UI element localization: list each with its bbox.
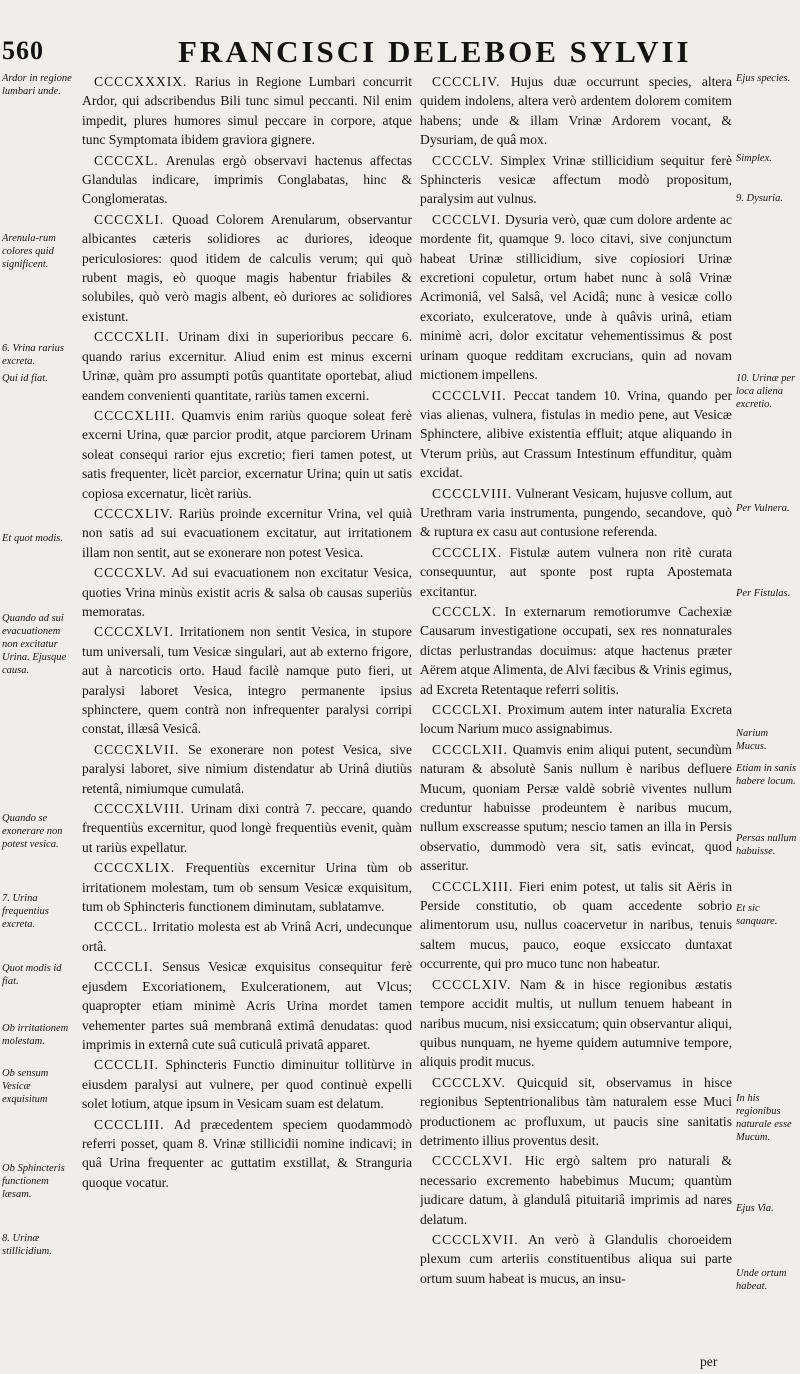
margin-note: In his regionibus naturale esse Mucum. bbox=[736, 1093, 792, 1143]
paragraph-text: Sensus Vesicæ exquisitus consequitur ferè ejusdem Excoriationem, Exulcerationem, aut Vlcus; quapropter etiam minimè Acris Urina mordet tamen vehementer partes suâ membranâ extimâ denudatas: quod imprimis in externâ cute suâ cuticulâ privatâ apparet. bbox=[82, 959, 412, 1052]
paragraph bbox=[82, 622, 412, 738]
paragraph-text: Quamvis enim aliqui putent, secundùm naturam & absolutè Sanis nullum è naribus defluere Mucum, quoniam Persæ valdè sobriè viventes nullum creduntur habuisse prodeuntem è naribus mucum, nullum exscreasse sputum; nescio tamen an illa in Persis observatio, dummodò vera sit, satis evincat, quod asseritur. bbox=[420, 741, 732, 874]
paragraph-text: Arenulas ergò observavi hactenus affectas Glandulas indicare, imprimis Conglabatas, hinc & Conglomeratas. bbox=[82, 152, 412, 207]
paragraph-number: CCCCLXIII. bbox=[432, 878, 514, 894]
paragraph bbox=[82, 740, 412, 798]
page-number: 560 bbox=[2, 36, 44, 65]
margin-note: Quando ad sui evacuationem non excitatur Urina. Ejusque causa. bbox=[2, 613, 67, 676]
paragraph bbox=[82, 327, 412, 405]
paragraph-number: CCCCXL. bbox=[94, 152, 159, 168]
paragraph-number: CCCCL. bbox=[94, 919, 148, 935]
paragraph-text: Proximum autem inter naturalia Excreta locum Narium muco assignabimus. bbox=[420, 702, 732, 737]
margin-note: Per Fistulas. bbox=[736, 588, 791, 599]
paragraph bbox=[420, 386, 732, 483]
paragraph bbox=[82, 917, 412, 956]
margin-note: Et sic sanquare. bbox=[736, 903, 778, 927]
paragraph bbox=[420, 484, 732, 542]
margin-note: 9. Dysuria. bbox=[736, 193, 783, 204]
paragraph-text: Irritationem non sentit Vesica, in stupore tum universali, tum Vesicæ singulari, aut ab externo frigore, aut à narcoticis orto. Haud facilè namque puto fieri, ut paralysi laboret Vesica, integro permanente ipsius sphinctere, quem contrà non infrequenter paralysi corripi constat, illæsâ Vesicâ. bbox=[82, 624, 412, 737]
paragraph-number: CCCCLXV. bbox=[432, 1074, 506, 1090]
margin-note: Unde ortum habeat. bbox=[736, 1268, 787, 1292]
paragraph-text: Quamvis enim rariùs quoque soleat ferè excerni Urina, quæ parcior prodit, atque parciorem Urinam soleat consequi rarior ejus excretio; fieri tamen potest, ut satis frequenter, licèt parcior, excernatur Urina; quin ut satis copiosa excernatur, licèt rariùs. bbox=[82, 407, 412, 501]
paragraph-number: CCCCLVIII. bbox=[432, 485, 513, 501]
paragraph bbox=[420, 1151, 732, 1229]
paragraph-number: CCCCXXXIX. bbox=[94, 74, 188, 89]
margin-note: Etiam in sanis habere locum. bbox=[736, 763, 797, 787]
margin-note: 7. Urina frequentius excreta. bbox=[2, 893, 49, 930]
paragraph-number: CCCCLX. bbox=[432, 603, 497, 619]
margin-note: Narium Mucus. bbox=[736, 728, 769, 752]
paragraph-text: Quoad Colorem Arenularum, observantur albicantes cæteris solidiores ac duriores, ideoque periculosiores: quod itidem de calculis verum; qui quò rubent magis, eò quoque magis habentur friabiles & solubiles, quò verò magis albent, eò duriores ac solidiores existunt. bbox=[82, 211, 412, 324]
paragraph-number: CCCCXLIII. bbox=[94, 407, 176, 423]
catchword: per bbox=[700, 1354, 718, 1369]
paragraph-number: CCCCXLI. bbox=[94, 211, 165, 227]
paragraph bbox=[420, 1230, 732, 1288]
paragraph bbox=[82, 858, 412, 916]
margin-note: Ob Sphincteris functionem læsam. bbox=[2, 1163, 65, 1200]
paragraph-text: Urinam dixi contrà 7. peccare, quando frequentiùs excernitur, quod longè frequentiùs evenit, quàm ut rariùs expellatur. bbox=[82, 801, 412, 855]
paragraph bbox=[420, 700, 732, 739]
paragraph bbox=[82, 1115, 412, 1193]
paragraph bbox=[420, 72, 732, 150]
paragraph-number: CCCCLIV. bbox=[432, 74, 501, 89]
margin-note: 8. Urinæ stillicidium. bbox=[2, 1233, 52, 1257]
paragraph bbox=[82, 1055, 412, 1113]
paragraph-number: CCCCXLII. bbox=[94, 329, 170, 345]
paragraph-number: CCCCLXII. bbox=[432, 741, 508, 757]
margin-note: Per Vulnera. bbox=[736, 503, 790, 514]
paragraph bbox=[420, 151, 732, 209]
paragraph-number: CCCCLXVII. bbox=[432, 1231, 519, 1247]
paragraph-text: Rarius in Regione Lumbari concurrit Ardor, qui adscribendus Bili tunc simul peccanti. Nil enim impedit, plures humores simul peccare in corpore, atque tunc Symptomata ibidem graviora gignere. bbox=[82, 74, 412, 148]
paragraph-text: Sphincteris Functio diminuitur tollitùrve in eiusdem paralysi aut vulnere, per quod continuè expelli solet lotium, atque ipsum in Vesicam suam est delatum. bbox=[82, 1057, 412, 1112]
paragraph bbox=[82, 563, 412, 621]
paragraph-number: CCCCLV. bbox=[432, 152, 494, 168]
running-title: FRANCISCI DELEBOE SYLVII bbox=[178, 34, 692, 69]
paragraph-text: Dysuria verò, quæ cum dolore ardente ac mordente fit, quamque 9. loco citavi, sive conjunctum habeat Urinæ stillicidium, sive copiosiori Urinæ excretioni copuletur, ortum habet nunc à solâ Vrinæ Acrimoniâ, vel Salsâ, vel Acidâ; nunc à vesicæ collo excoriato, exulceratove, unde à quâvis urinâ, etiam minimè acri, dolor excitatur vehementissimus & post urinam quoque redditam excrucians, quin ad novam mictionem impellens. bbox=[420, 211, 732, 383]
margin-note: Quando se exonerare non potest vesica. bbox=[2, 813, 63, 850]
margin-note: Ardor in regione lumbari unde. bbox=[2, 73, 72, 97]
paragraph-text: Irritatio molesta est ab Vrinâ Acri, undecunque ortâ. bbox=[82, 919, 412, 954]
margin-note: Ejus Via. bbox=[736, 1203, 774, 1214]
paragraph-number: CCCCLIX. bbox=[432, 544, 503, 560]
margin-note: Ob irritationem molestam. bbox=[2, 1023, 69, 1047]
paragraph-number: CCCCXLIV. bbox=[94, 505, 174, 521]
paragraph bbox=[420, 740, 732, 876]
paragraph bbox=[420, 975, 732, 1072]
paragraph-text: Peccat tandem 10. Vrina, quando per vias alienas, vulnera, fistulas in medio pene, aut Vesicæ Sphinctere, alibive existentia effluit; atque aliquando in Vterum priùs, aut Crassum Intestinum effunditur, quàm excidat. bbox=[420, 387, 732, 481]
left-text-column bbox=[82, 72, 412, 1346]
paragraph bbox=[82, 406, 412, 503]
paragraph-number: CCCCLXI. bbox=[432, 702, 503, 717]
margin-note: Et quot modis. bbox=[2, 533, 63, 544]
paragraph bbox=[82, 957, 412, 1054]
paragraph bbox=[82, 72, 412, 150]
paragraph-number: CCCCLXIV. bbox=[432, 976, 512, 992]
margin-note: Persas nullum habuisse. bbox=[736, 833, 797, 857]
margin-note: Qui id fiat. bbox=[2, 373, 48, 384]
paragraph bbox=[420, 877, 732, 974]
margin-note: Ob sensum Vesicæ exquisitum bbox=[2, 1068, 49, 1105]
paragraph-text: Frequentiùs excernitur Urina tùm ob irritationem molestam, tum ob sensum Vesicæ exquisitum, tum ob Sphincteris functionem diminutam, sublatamve. bbox=[82, 860, 412, 915]
paragraph-number: CCCCLVII. bbox=[432, 387, 507, 403]
margin-note: 6. Vrina rarius excreta. bbox=[2, 343, 64, 367]
paragraph-number: CCCCXLVII. bbox=[94, 741, 180, 757]
paragraph bbox=[420, 543, 732, 601]
paragraph bbox=[82, 504, 412, 562]
paragraph-number: CCCCLII. bbox=[94, 1057, 160, 1073]
paragraph-number: CCCCXLIX. bbox=[94, 860, 176, 876]
paragraph-text: Nam & in hisce regionibus æstatis tempore accidit multis, ut nullum tenuem habeant in naribus mucum, nisi exsiccatum; quin observantur aliqui, quibus nunquam, ne hyeme quidem autumnive tempore, aliquis prodit mucus. bbox=[420, 976, 732, 1070]
paragraph-number: CCCCLI. bbox=[94, 959, 154, 975]
paragraph-text: Rariùs proinde excernitur Vrina, vel quià non satis ad sui evacuationem excitatur, aut irritationem illam non sentit, aut se exonerare non potest Vesica. bbox=[82, 505, 412, 560]
paragraph-number: CCCCLXVI. bbox=[432, 1153, 514, 1169]
paragraph-text: An verò à Glandulis choroeidem plexum cum arteriis constituentibus aliqua sui parte ortum suum habeat is mucus, an insu- bbox=[420, 1231, 732, 1286]
paragraph-text: Fistulæ autem vulnera non ritè curata consequuntur, aut sponte post rupta Apostemata excitantur. bbox=[420, 544, 732, 599]
margin-note: Ejus species. bbox=[736, 73, 791, 84]
paragraph-text: In externarum remotiorumve Cachexiæ Causarum investigatione occupati, sex res nonnaturales dictas perlustrandas docuimus: atque hactenus præter Aërem atque Alimenta, de Alvi fæcibus & Vrinis egimus, ad Excreta Retentaque referri solitis. bbox=[420, 603, 732, 697]
paragraph bbox=[420, 210, 732, 385]
paragraph bbox=[82, 799, 412, 857]
paragraph-text: Fieri enim potest, ut talis sit Aëris in Perside constitutio, ob quam accedente sobrio alimentorum usu, nullus coacervetur in naribus, tenuis saltem mucus, pauco, eoque exsiccato duntaxat occurrente, qui pro muco tunc non habeatur. bbox=[420, 878, 732, 972]
paragraph-number: CCCCXLVIII. bbox=[94, 801, 185, 817]
paragraph-text: Urinam dixi in superioribus peccare 6. quando rarius excernitur. Aliud enim est minus excerni Urinæ, quàm pro assumpti potûs quantitate oportebat, aliud eandem convenienti quantitate, rariùs tamen excerni. bbox=[82, 329, 412, 403]
right-text-column bbox=[420, 72, 732, 1346]
margin-note: Simplex. bbox=[736, 153, 772, 164]
margin-note: Quot modis id fiat. bbox=[2, 963, 62, 987]
paragraph-text: Vulnerant Vesicam, hujusve collum, aut Urethram varia instrumenta, pungendo, secandove, quò & ruptura ex casu aut contusione referenda. bbox=[420, 485, 732, 540]
paragraph-text: Hic ergò saltem pro naturali & necessario excremento habebimus Mucum; quantùm judicare datum, à glandulâ pituitariâ imprimis ad nares delatum. bbox=[420, 1153, 732, 1227]
paragraph-text: Hujus duæ occurrunt species, altera quidem indolens, altera verò ardentem dolorem comitem habens; unde & illam Vrinæ Ardorem vocant, & Dysuriam, de quâ mox. bbox=[420, 74, 732, 148]
paragraph-text: Se exonerare non potest Vesica, sive paralysi laboret, sive nimium distendatur ab Urinâ diutiùs retentâ, nimiumque cumulatâ. bbox=[82, 741, 412, 796]
paragraph-text: Ad præcedentem speciem quodammodò referri posset, quam 8. Vrinæ stillicidii nomine indicavi; in quâ Urina frequenter ac guttatim exstillat, & Stranguria quoque vocatur. bbox=[82, 1116, 412, 1190]
paragraph-text: Ad sui evacuationem non excitatur Vesica, quoties Vrina minùs existit acris & salsa ob causas superiùs memoratas. bbox=[82, 565, 412, 619]
margin-note: 10. Urinæ per loca aliena excretio. bbox=[736, 373, 796, 410]
paragraph-text: Quicquid sit, observamus in hisce regionibus Septentrionalibus tàm naturalem esse Muci productionem ac profluxum, ut paucis sine sanitatis detrimento illius proventus desit. bbox=[420, 1074, 732, 1148]
paragraph bbox=[82, 210, 412, 326]
paragraph-number: CCCCLIII. bbox=[94, 1116, 165, 1132]
paragraph-text: Simplex Vrinæ stillicidium sequitur ferè Sphincteris vesicæ affectum modò propositum, paralysim aut vulnus. bbox=[420, 152, 732, 207]
paragraph-number: CCCCXLVI. bbox=[94, 624, 174, 640]
paragraph-number: CCCCXLV. bbox=[94, 565, 167, 581]
paragraph bbox=[82, 151, 412, 209]
paragraph-number: CCCCLVI. bbox=[432, 211, 502, 227]
margin-note: Arenula-rum colores quid significent. bbox=[2, 233, 56, 270]
page-header bbox=[0, 34, 800, 72]
paragraph bbox=[420, 1073, 732, 1151]
paragraph bbox=[420, 602, 732, 699]
